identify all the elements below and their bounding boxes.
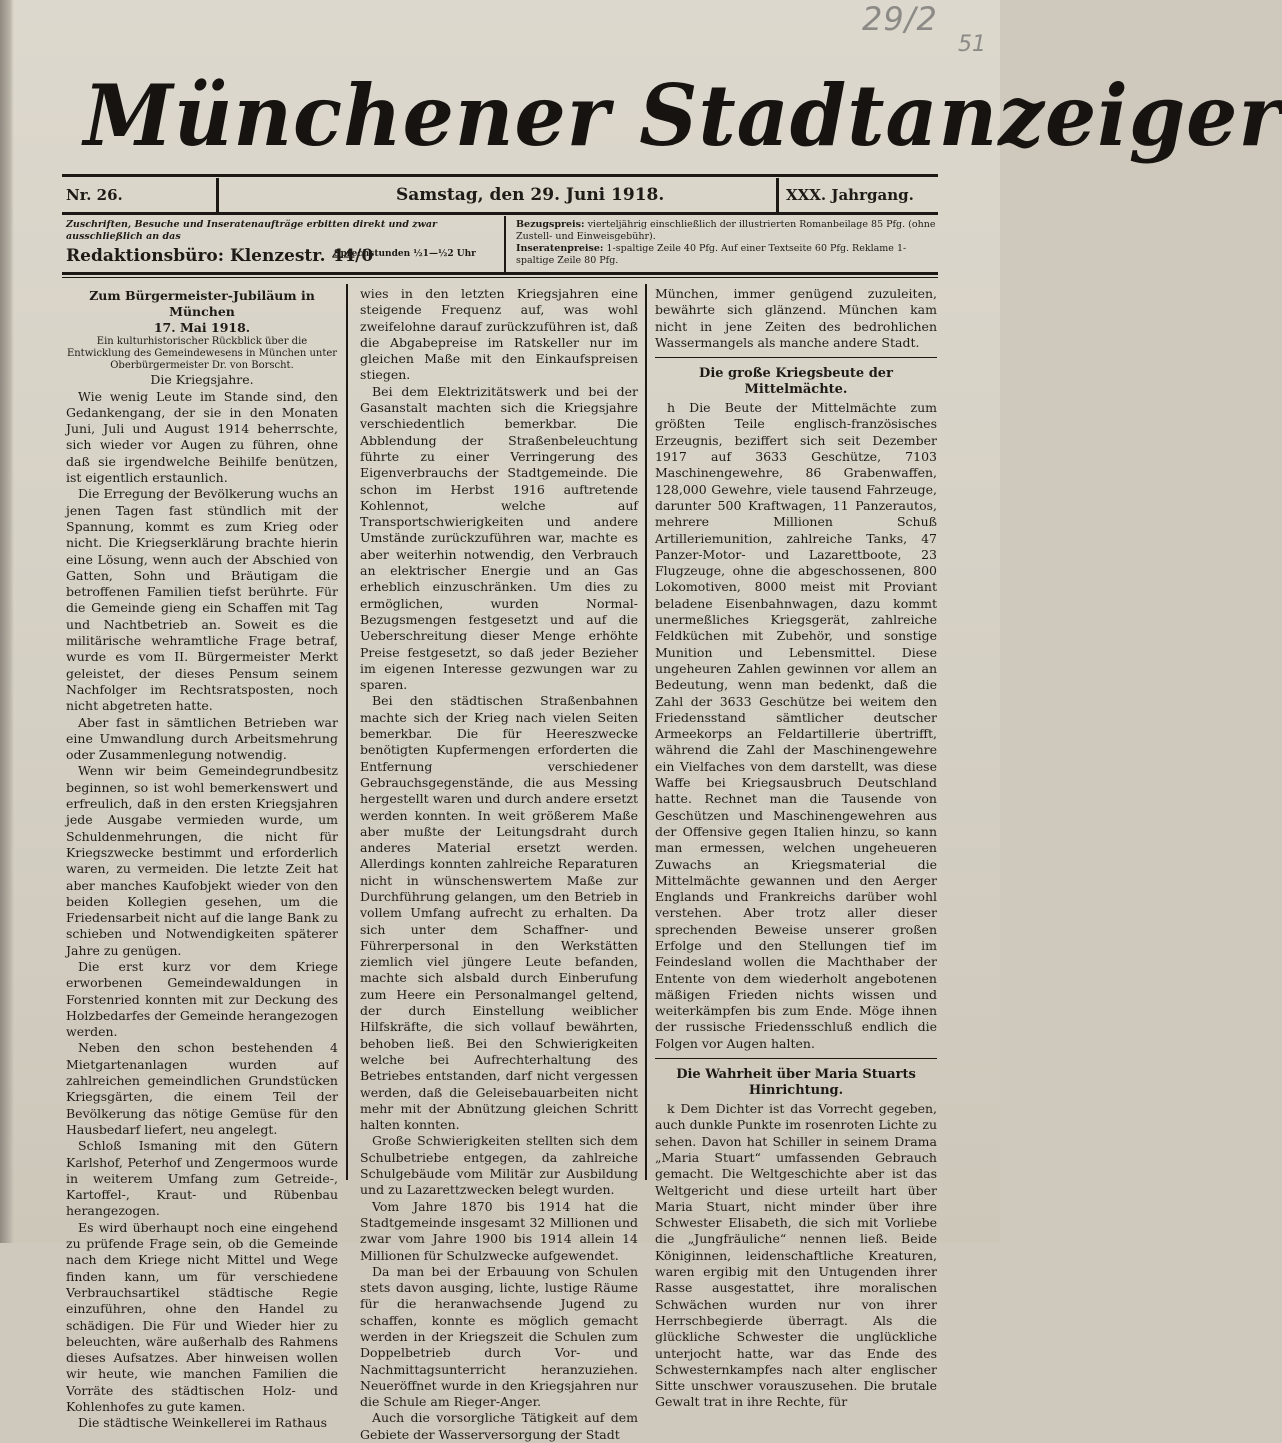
pencil-note-top: 29/2	[862, 0, 938, 38]
subscription-label: Bezugspreis:	[516, 219, 585, 230]
col2-paragraph: Bei den städtischen Straßenbahnen machte sich der Krieg nach vielen Seiten bemerkbar. Die für Heereszwecke benötigten Kupfermengen erforderten die Entfernung verschiedener Gebrauchsgegenstände, die aus Messing hergestellt waren und durch andere ersetzt werden konnten. In weit größerem Maße aber mußte der Leitungsdraht durch anderes Material ersetzt werden. Allerdings konnten zahlreiche Reparaturen nicht in wünschenswertem Maße zur Durchführung gelangen, um den Betrieb in vollem Umfang aufrecht zu erhalten. Da sich unter dem Schaffner- und Führerpersonal in den Werkstätten ziemlich viel jüngere Leute befanden, machte sich alsbald durch Einberufung zum Heere ein Personalmangel geltend, der durch Einstellung weiblicher Hilfskräfte, die sich vollauf bewährten, behoben ließ. Bei den Schwierigkeiten welche bei Aufrechterhaltung des Betriebes entstanden, darf nicht vergessen werden, daß die Geleisebauarbeiten nicht mehr mit der Abnützung gleichen Schritt halten konnten.	[360, 693, 638, 1133]
col3-headline-2: Die Wahrheit über Maria Stuarts Hinrichtung.	[676, 1067, 916, 1099]
col1-paragraph: Die Erregung der Bevölkerung wuchs an jenen Tagen fast stündlich mit der Spannung, kommt es zum Krieg oder nicht. Die Kriegserklärung brachte hierin eine Lösung, wenn auch der Abschied von Gatten, Sohn und Bräutigam die betroffenen Familien tiefst berührte. Für die Gemeinde gieng ein Schaffen mit Tag und Nachtbetrieb an. Soweit es die militärische wehramtliche Frage betraf, wurde es vom II. Bürgermeister Merkt geleistet, der dieses Pensum seinem Nachfolger im Rechtsratsposten, noch nicht abgetreten hatte.	[66, 486, 338, 714]
office-address: Redaktionsbüro: Klenzestr. 44/0	[66, 246, 374, 266]
col3-paragraph: München, immer genügend zuzuleiten, bewährte sich glänzend. München kam nicht in jene Zeiten des bedrohlichen Wassermangels als manche andere Stadt.	[655, 286, 937, 350]
col1-paragraph: Neben den schon bestehenden 4 Mietgartenanlagen wurden auf zahlreichen gemeindlichen Grundstücken Kriegsgärten, die einem Teil der Bevölkerung das nötige Gemüse für den Hausbedarf liefert, neu angelegt.	[66, 1040, 338, 1137]
col1-paragraph: Wie wenig Leute im Stande sind, den Gedankengang, der sie in den Monaten Juni, Juli und August 1914 beherrschte, sich wieder vor Augen zu führen, ohne daß sie irgendwelche Beihilfe benützen, ist eigentlich erstaunlich.	[66, 388, 338, 486]
column-2	[360, 286, 638, 1442]
col1-section: Die Kriegsjahre.	[150, 372, 254, 388]
column-1	[66, 286, 338, 1431]
rule-sep-2	[776, 178, 779, 212]
col2-paragraph: Auch die vorsorgliche Tätigkeit auf dem Gebiete der Wasserversorgung der Stadt	[360, 1410, 638, 1442]
office-hours: Sprechstunden ½1—½2 Uhr	[334, 249, 476, 259]
masthead-title: Münchener Stadtanzeiger	[83, 66, 1282, 165]
col1-headline: Zum Bürgermeister-Jubiläum in München	[89, 288, 315, 319]
rule-top	[62, 174, 938, 177]
column-3	[655, 286, 937, 1410]
col2-paragraph: Bei dem Elektrizitätswerk und bei der Gasanstalt machten sich die Kriegsjahre verschiedentlich bemerkbar. Die Abblendung der Straßenbeleuchtung führte zu einer Verringerung des Eigenverbrauchs der Stadtgemeinde. Die schon im Herbst 1916 auftretende Kohlennot, welche auf Transportschwierigkeiten und andere Umstände zurückzuführen war, machte es aber weiterhin notwendig, den Verbrauch an elektrischer Energie und an Gas erheblich einzuschränken. Um dies zu ermöglichen, wurden Normal-Bezugsmengen festgesetzt und auf die Ueberschreitung dieser Menge erhöhte Preise festgesetzt, so daß jeder Bezieher im eigenen Interesse gezwungen war zu sparen.	[360, 383, 638, 693]
col1-paragraph: Die städtische Weinkellerei im Rathaus	[78, 1415, 328, 1431]
col2-paragraph: wies in den letzten Kriegsjahren eine steigende Frequenz auf, was wohl zweifelohne darauf zurückzuführen ist, daß die Abgabepreise im Ratskeller nur im gleichen Maße mit den Einkaufspreisen stiegen.	[360, 286, 638, 383]
rule-mid	[62, 212, 938, 215]
rule-bottom-thin	[62, 277, 938, 278]
issue-number: Nr. 26.	[66, 186, 123, 204]
col1-paragraph: Wenn wir beim Gemeindegrundbesitz beginnen, so ist wohl bemerkenswert und erfreulich, daß in den ersten Kriegsjahren jede Ausgabe vermieden wurde, um Schuldenmehrungen, die nicht für Kriegszwecke bestimmt und erforderlich waren, zu vermeiden. Die letzte Zeit hat aber manches Kaufobjekt wieder von den beiden Kollegien gesehen, um die Friedensarbeit nicht auf die lange Bank zu schieben und Notwendigkeiten späterer Jahre zu genügen.	[66, 763, 338, 958]
issue-date: Samstag, den 29. Juni 1918.	[396, 185, 665, 205]
col2-paragraph: Da man bei der Erbauung von Schulen stets davon ausging, lichte, lustige Räume für die heranwachsende Jugend zu schaffen, konnte es möglich gemacht werden in der Kriegszeit die Schulen zum Doppelbetrieb durch Vor- und Nachmittagsunterricht heranzuziehen. Neueröffnet wurde in den Kriegsjahren nur die Schule am Rieger-Anger.	[360, 1263, 638, 1410]
col3-divider	[655, 1058, 937, 1059]
col1-paragraph: Die erst kurz vor dem Kriege erworbenen Gemeindewaldungen in Forstenried konnten mit zur Deckung des Holzbedarfes der Gemeinde herangezogen werden.	[66, 958, 338, 1040]
ads-text: 1-spaltige Zeile 40 Pfg. Auf einer Textseite 60 Pfg. Reklame 1-spaltige Zeile 80 Pfg.	[516, 243, 907, 266]
rule-sep-1	[216, 178, 219, 212]
col3-paragraph: h Die Beute der Mittelmächte zum größten Teile englisch-französisches Erzeugnis, beziffert sich seit Dezember 1917 auf 3633 Geschütze, 7103 Maschinengewehre, 86 Grabenwaffen, 128,000 Gewehre, viele tausend Fahrzeuge, darunter 500 Kraftwagen, 11 Panzerautos, mehrere Millionen Schuß Artilleriemunition, zahlreiche Tanks, 47 Panzer-Motor- und Lazarettboote, 23 Flugzeuge, ohne die abgeschossenen, 800 Lokomotiven, 8000 meist mit Proviant beladene Eisenbahnwagen, dazu kommt unermeßliches Kriegsgerät, zahlreiche Feldküchen mit Zubehör, und sonstige Munition und Lebensmittel. Diese ungeheuren Zahlen gewinnen vor allem an Bedeutung, wenn man bedenkt, daß die Zahl der 3633 Geschütze bei weitem den Friedensstand sämtlicher deutscher Armeekorps an Feldartillerie übertrifft, während die Zahl der Maschinengewehre ein Vielfaches von dem darstellt, was diese Waffe bei Kriegsausbruch Deutschland hatte. Rechnet man die Tausende von Geschützen und Maschinengewehren aus der Offensive gegen Italien hinzu, so kann man ermessen, welchen ungeheueren Zuwachs an Kriegsmaterial die Mittelmächte gewannen und den Aerger Englands und Frankreichs darüber wohl verstehen. Aber trotz aller dieser sprechenden Beweise unserer großen Erfolge und den Stellungen tief im Feindesland wollen die Machthaber der Entente von dem wiederholt angebotenen mäßigen Frieden nichts wissen und weiterkämpfen bis zum Ende. Möge ihnen der russische Friedensschluß endlich die Folgen vor Augen halten.	[655, 400, 937, 1051]
col1-dateline: 17. Mai 1918.	[153, 320, 251, 335]
column-rule-2	[645, 284, 647, 1180]
col1-paragraph: Aber fast in sämtlichen Betrieben war eine Umwandlung durch Arbeitsmehrung oder Zusammenlegung notwendig.	[66, 714, 338, 763]
rule-office-sep	[504, 216, 506, 272]
col1-paragraph: Es wird überhaupt noch eine eingehend zu prüfende Frage sein, ob die Gemeinde nach dem Kriege nicht Mittel und Wege finden kann, um für verschiedene Verbrauchsartikel städtische Regie einzuführen, ohne den Handel zu schädigen. Die Für und Wieder hier zu beleuchten, wäre außerhalb des Rahmens dieses Aufsatzes. Aber hinweisen wollen wir heute, wie manchen Familien die Vorräte des städtischen Holz- und Kohlenhofes zu gute kamen.	[66, 1219, 338, 1414]
col1-subhead: Ein kulturhistorischer Rückblick über die Entwicklung des Gemeindewesens in München unter Oberbürgermeister Dr. von Borscht.	[66, 336, 338, 372]
column-rule-1	[346, 284, 348, 1180]
issue-year: XXX. Jahrgang.	[786, 186, 914, 204]
rule-bottom	[62, 272, 938, 275]
subscription-text: vierteljährig einschließlich der illustrierten Romanbeilage 85 Pfg. (ohne Zustell- und Einweisgebühr).	[516, 219, 936, 242]
office-note: Zuschriften, Besuche und Inseratenaufträge erbitten direkt und zwar ausschließlich an das	[66, 219, 438, 242]
binding-edge	[0, 0, 14, 1243]
col2-paragraph: Große Schwierigkeiten stellten sich dem Schulbetriebe entgegen, da zahlreiche Schulgebäude vom Militär zur Ausbildung und zu Lazarettzwecken belegt wurden.	[360, 1133, 638, 1198]
col1-paragraph: Schloß Ismaning mit den Gütern Karlshof, Peterhof und Zengermoos wurde in weiterem Umfang zum Getreide-, Kartoffel-, Kraut- und Rübenbau herangezogen.	[66, 1138, 338, 1219]
subscription-price	[516, 219, 936, 243]
ad-prices	[516, 243, 936, 267]
col3-headline-1: Die große Kriegsbeute der Mittelmächte.	[699, 366, 893, 398]
pencil-note-side: 51	[958, 32, 986, 57]
col3-divider	[655, 357, 937, 358]
ads-label: Inseratenpreise:	[516, 243, 604, 254]
col3-paragraph: k Dem Dichter ist das Vorrecht gegeben, auch dunkle Punkte im rosenroten Lichte zu sehen. Davon hat Schiller in seinem Drama „Maria Stuart“ umfassenden Gebrauch gemacht. Die Weltgeschichte aber ist das Weltgericht und diese urteilt hart über Maria Stuart, nicht minder über ihre Schwester Elisabeth, die sich mit Vorliebe die „Jungfräuliche“ nennen ließ. Beide Königinnen, leidenschaftliche Kreaturen, waren ergibig mit den Untugenden ihrer Rasse ausgestattet, ihre moralischen Schwächen wurden nur von ihrer Herrschbegierde überragt. Als die glückliche Schwester die unglückliche unterjocht hatte, war das Ende des Schwesternkampfes nach alter englischer Sitte unschwer vorauszusehen. Die brutale Gewalt trat in ihre Rechte, für	[655, 1101, 937, 1410]
col2-paragraph: Vom Jahre 1870 bis 1914 hat die Stadtgemeinde insgesamt 32 Millionen und zwar vom Jahre 1900 bis 1914 allein 14 Millionen für Schulzwecke aufgewendet.	[360, 1198, 638, 1263]
